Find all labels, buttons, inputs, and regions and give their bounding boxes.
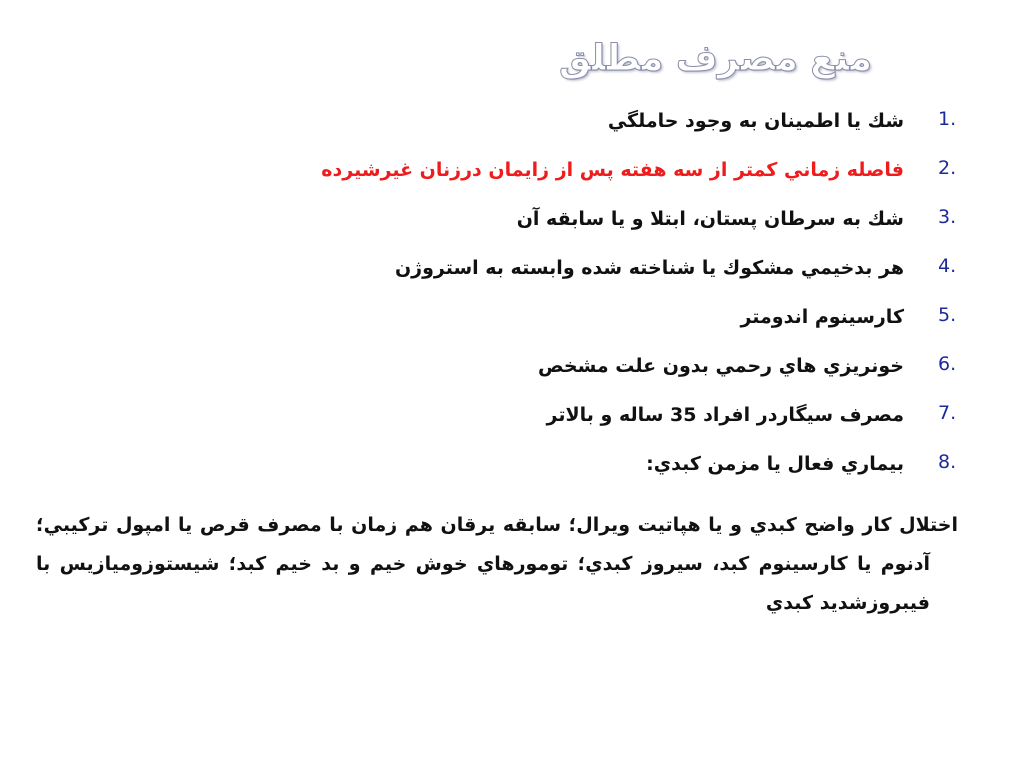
list-item-number: 5. [938, 304, 957, 326]
list-item-number: 6. [938, 353, 957, 375]
list-item-number: 8. [938, 451, 957, 473]
contraindication-list [300, 108, 964, 500]
list-item [300, 206, 964, 255]
list-item [300, 255, 964, 304]
liver-conditions-paragraph [36, 506, 958, 623]
list-item-text: كارسينوم اندومتر [740, 306, 904, 328]
slide-title: منع مصرف مطلق [558, 38, 872, 79]
list-item [300, 451, 964, 500]
list-item [300, 304, 964, 353]
list-item-text: شك به سرطان پستان، ابتلا و يا سابقه آن [516, 208, 904, 230]
list-item-text: هر بدخيمي مشكوك يا شناخته شده وابسته به استروژن [394, 257, 904, 279]
list-item-number: 7. [938, 402, 957, 424]
paragraph-text: اختلال كار واضح كبدي و يا هپاتيت ويرال؛ سابقه يرقان هم زمان با مصرف قرص يا امپول تركيبي؛ آدنوم يا كارسينوم كبد، سيروز كبدي؛ تومورهاي خوش خيم و بد خيم كبد؛ شيستوزوميازيس با فيبروزشديد كبدي [36, 514, 958, 614]
list-item-text: مصرف سيگاردر افراد 35 ساله و بالاتر [546, 404, 904, 426]
list-item-text: بيماري فعال يا مزمن كبدي: [646, 453, 904, 475]
list-item [300, 353, 964, 402]
list-item [300, 402, 964, 451]
list-item-text: شك يا اطمينان به وجود حاملگي [607, 110, 904, 132]
list-item-text-highlighted: فاصله زماني كمتر از سه هفته پس از زايمان درزنان غيرشيرده [321, 159, 904, 181]
list-item-text: خونريزي هاي رحمي بدون علت مشخص [537, 355, 904, 377]
list-item-number: 2. [938, 157, 957, 179]
list-item [300, 108, 964, 157]
list-item-number: 1. [938, 108, 957, 130]
list-item [300, 157, 964, 206]
list-item-number: 3. [938, 206, 957, 228]
list-item-number: 4. [938, 255, 957, 277]
